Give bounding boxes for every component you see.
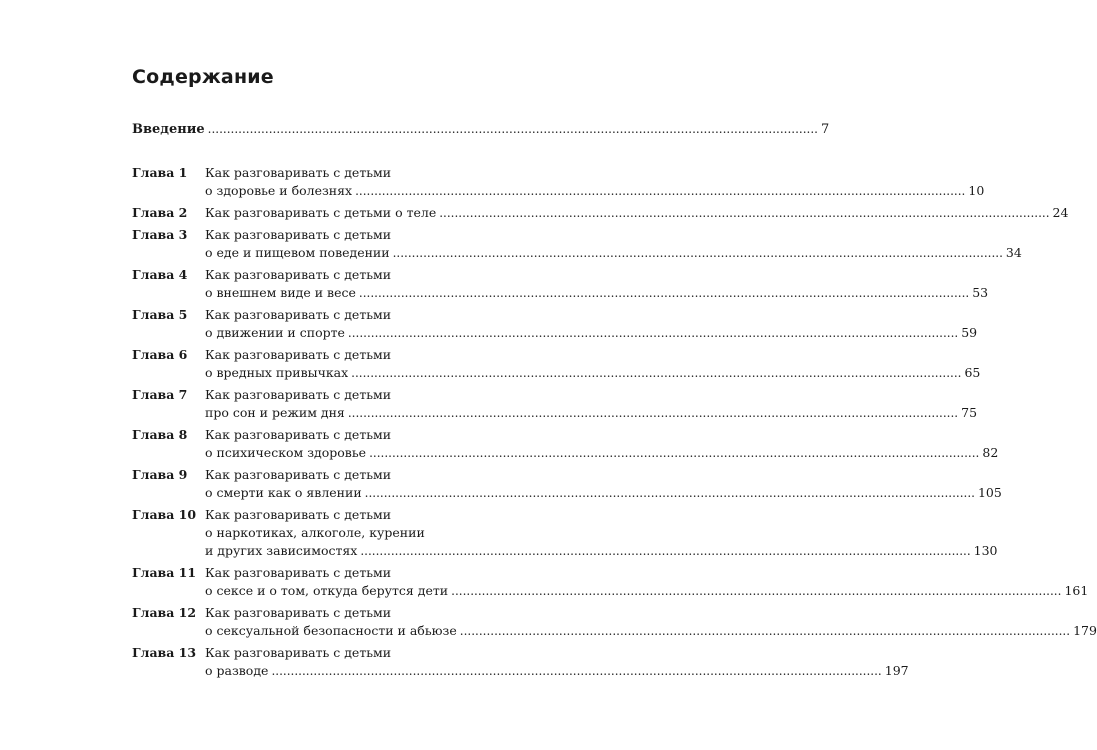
toc-entry-chapter-8[interactable] bbox=[132, 426, 999, 462]
chapter-label: Глава 11 bbox=[132, 565, 197, 580]
toc-entry-chapter-6[interactable] bbox=[132, 346, 981, 382]
chapter-label: Глава 2 bbox=[132, 205, 188, 220]
chapter-label: Глава 6 bbox=[132, 347, 188, 362]
dot-leader bbox=[271, 662, 881, 680]
dot-leader bbox=[451, 582, 1061, 600]
toc-entry-chapter-12[interactable] bbox=[132, 604, 1097, 640]
chapter-label: Глава 3 bbox=[132, 227, 188, 242]
chapter-title bbox=[205, 466, 1002, 502]
chapter-title-line: про сон и режим дня bbox=[205, 405, 345, 420]
chapter-label: Глава 12 bbox=[132, 605, 197, 620]
chapter-title-line: о сексуальной безопасности и абьюзе bbox=[205, 623, 457, 638]
chapter-title bbox=[205, 204, 1068, 222]
chapter-label: Глава 9 bbox=[132, 467, 188, 482]
toc-entry-chapter-7[interactable] bbox=[132, 386, 978, 422]
chapter-page-number: 65 bbox=[964, 365, 981, 380]
chapter-title-line: о вредных привычках bbox=[205, 365, 349, 380]
dot-leader bbox=[360, 542, 970, 560]
chapter-title-line: и других зависимостях bbox=[205, 543, 358, 558]
dot-leader bbox=[208, 122, 818, 136]
chapter-label: Глава 5 bbox=[132, 307, 188, 322]
dot-leader bbox=[365, 484, 975, 502]
dot-leader bbox=[348, 404, 958, 422]
chapter-list bbox=[132, 164, 1097, 680]
chapter-title-line: Как разговаривать с детьми о теле bbox=[205, 205, 437, 220]
chapter-label: Глава 10 bbox=[132, 507, 197, 522]
chapter-title-line: Как разговаривать с детьми bbox=[205, 267, 392, 282]
chapter-label: Глава 13 bbox=[132, 645, 197, 660]
chapter-title-line: Как разговаривать с детьми bbox=[205, 227, 392, 242]
intro-label: Введение bbox=[132, 122, 205, 137]
chapter-page-number: 197 bbox=[884, 663, 909, 678]
chapter-title bbox=[205, 226, 1022, 262]
chapter-title bbox=[205, 306, 977, 342]
chapter-page-number: 161 bbox=[1064, 583, 1089, 598]
chapter-title-line: Как разговаривать с детьми bbox=[205, 427, 392, 442]
chapter-title-line: Как разговаривать с детьми bbox=[205, 645, 392, 660]
chapter-title-line: о наркотиках, алкоголе, курении bbox=[205, 525, 425, 540]
toc-entry-chapter-3[interactable] bbox=[132, 226, 1022, 262]
chapter-page-number: 10 bbox=[968, 183, 985, 198]
dot-leader bbox=[351, 364, 961, 382]
table-of-contents bbox=[132, 122, 1097, 684]
chapter-title-line: о здоровье и болезнях bbox=[205, 183, 353, 198]
chapter-title bbox=[205, 266, 988, 302]
chapter-title-line: Как разговаривать с детьми bbox=[205, 387, 392, 402]
dot-leader bbox=[439, 204, 1049, 222]
chapter-page-number: 179 bbox=[1073, 623, 1097, 638]
toc-entry-chapter-13[interactable] bbox=[132, 644, 909, 680]
chapter-title bbox=[205, 164, 984, 200]
chapter-title-line: Как разговаривать с детьми bbox=[205, 467, 392, 482]
chapter-title-line: Как разговаривать с детьми bbox=[205, 605, 392, 620]
toc-entry-chapter-1[interactable] bbox=[132, 164, 985, 200]
dot-leader bbox=[348, 324, 958, 342]
chapter-label: Глава 8 bbox=[132, 427, 188, 442]
dot-leader bbox=[369, 444, 979, 462]
chapter-title bbox=[205, 426, 998, 462]
chapter-title-line: Как разговаривать с детьми bbox=[205, 347, 392, 362]
chapter-title bbox=[205, 604, 1097, 640]
chapter-title bbox=[205, 564, 1088, 600]
chapter-title-line: Как разговаривать с детьми bbox=[205, 307, 392, 322]
chapter-title-line: о разводе bbox=[205, 663, 269, 678]
chapter-title-last-line bbox=[205, 244, 1022, 262]
dot-leader bbox=[359, 284, 969, 302]
toc-entry-chapter-4[interactable] bbox=[132, 266, 989, 302]
chapter-page-number: 24 bbox=[1052, 205, 1069, 220]
chapter-page-number: 34 bbox=[1005, 245, 1022, 260]
chapter-title bbox=[205, 506, 998, 560]
toc-entry-intro[interactable] bbox=[132, 122, 830, 142]
chapter-label: Глава 4 bbox=[132, 267, 188, 282]
chapter-title-line: Как разговаривать с детьми bbox=[205, 165, 392, 180]
chapter-title bbox=[205, 386, 977, 422]
chapter-title bbox=[205, 644, 909, 680]
chapter-title-line: о внешнем виде и весе bbox=[205, 285, 356, 300]
chapter-title-last-line bbox=[205, 284, 988, 302]
page-title: Содержание bbox=[132, 66, 274, 88]
chapter-title-line: о психическом здоровье bbox=[205, 445, 367, 460]
chapter-title-line: о смерти как о явлении bbox=[205, 485, 362, 500]
chapter-title-line: Как разговаривать с детьми bbox=[205, 565, 392, 580]
chapter-title-last-line bbox=[205, 444, 998, 462]
toc-entry-chapter-11[interactable] bbox=[132, 564, 1089, 600]
toc-entry-chapter-9[interactable] bbox=[132, 466, 1002, 502]
chapter-title-last-line bbox=[205, 204, 1068, 222]
chapter-title-last-line bbox=[205, 404, 977, 422]
chapter-title-line: Как разговаривать с детьми bbox=[205, 507, 392, 522]
chapter-page-number: 105 bbox=[977, 485, 1002, 500]
chapter-label: Глава 7 bbox=[132, 387, 188, 402]
chapter-page-number: 130 bbox=[973, 543, 998, 558]
chapter-title-line: о еде и пищевом поведении bbox=[205, 245, 390, 260]
chapter-page-number: 59 bbox=[961, 325, 978, 340]
chapter-title-last-line bbox=[205, 364, 980, 382]
toc-entry-chapter-5[interactable] bbox=[132, 306, 978, 342]
chapter-title-last-line bbox=[205, 662, 909, 680]
chapter-title-last-line bbox=[205, 324, 977, 342]
dot-leader bbox=[355, 182, 965, 200]
dot-leader bbox=[460, 622, 1070, 640]
chapter-title-line: о сексе и о том, откуда берутся дети bbox=[205, 583, 449, 598]
chapter-title-last-line bbox=[205, 182, 984, 200]
chapter-title bbox=[205, 346, 980, 382]
chapter-page-number: 75 bbox=[961, 405, 978, 420]
dot-leader bbox=[393, 244, 1003, 262]
chapter-label: Глава 1 bbox=[132, 165, 188, 180]
chapter-title-last-line bbox=[205, 484, 1002, 502]
chapter-title-last-line bbox=[205, 542, 998, 560]
chapter-title-last-line bbox=[205, 582, 1088, 600]
toc-entry-chapter-2[interactable] bbox=[132, 204, 1069, 222]
chapter-title-last-line bbox=[205, 622, 1097, 640]
chapter-page-number: 82 bbox=[982, 445, 999, 460]
chapter-title-line: о движении и спорте bbox=[205, 325, 345, 340]
intro-page-number: 7 bbox=[820, 122, 830, 137]
chapter-page-number: 53 bbox=[972, 285, 989, 300]
toc-entry-chapter-10[interactable] bbox=[132, 506, 998, 560]
